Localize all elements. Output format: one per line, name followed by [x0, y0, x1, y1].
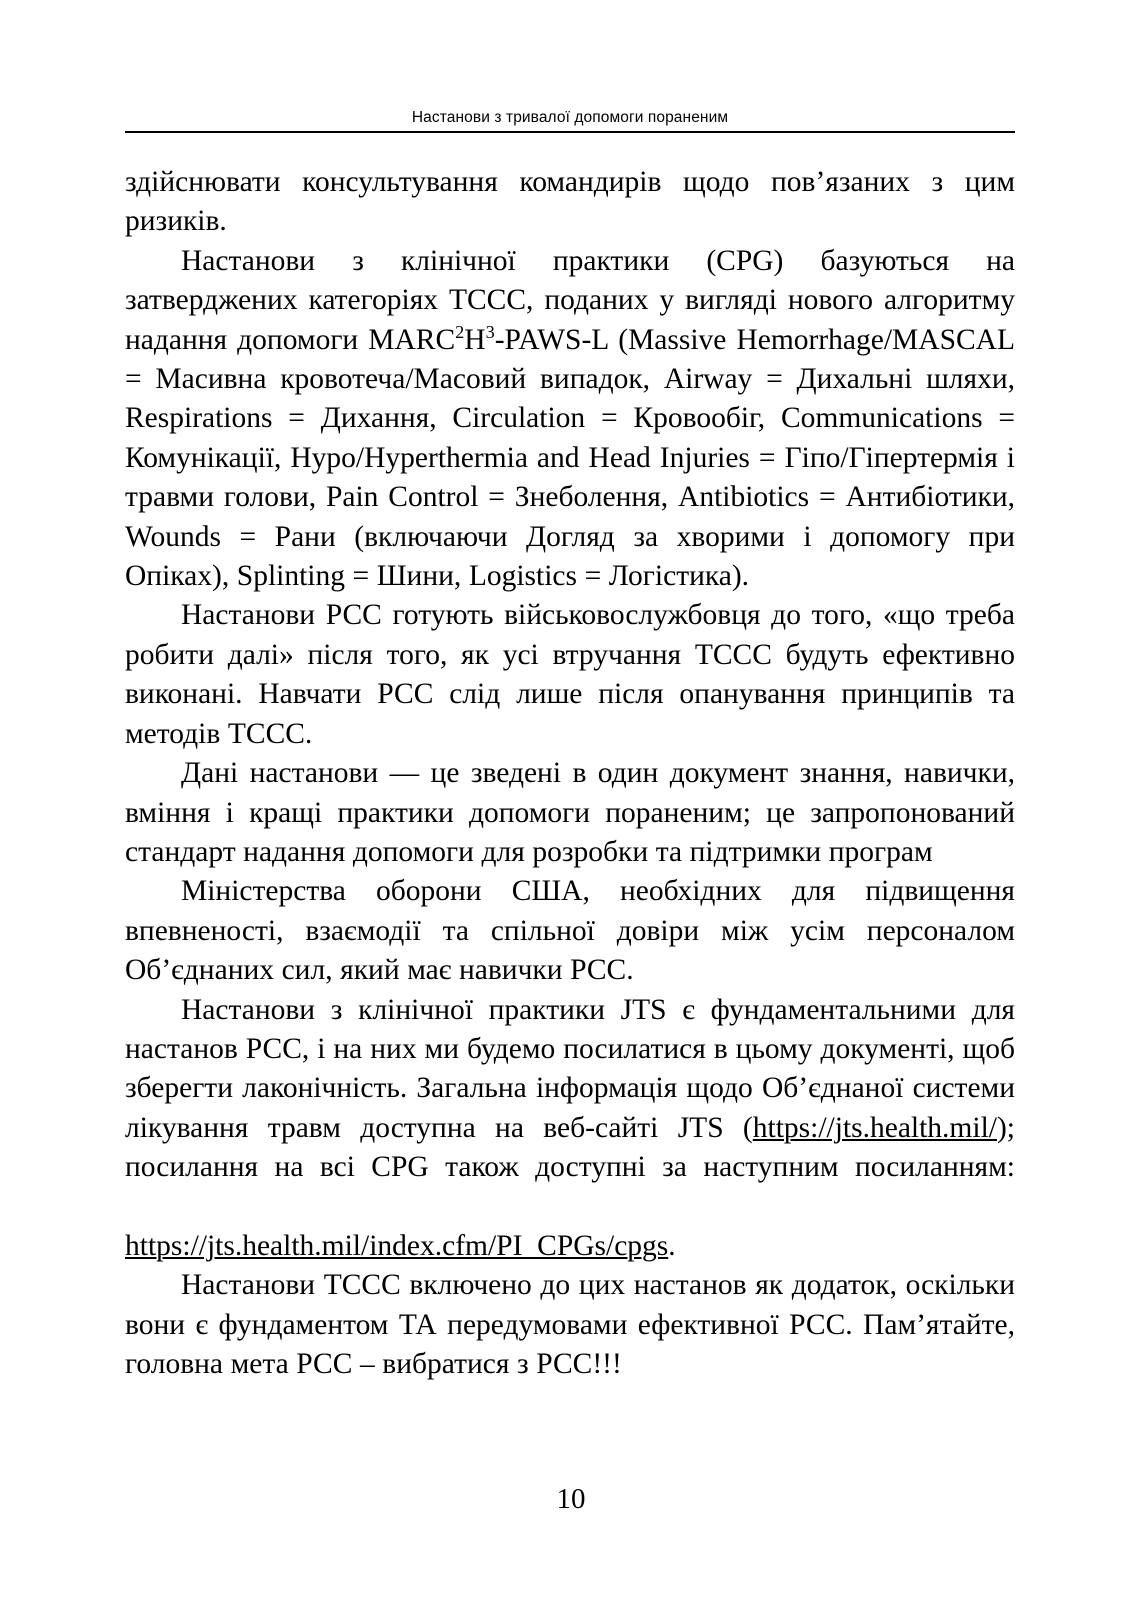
paragraph-continuation — [125, 163, 1015, 242]
paragraph-text: Настанови TCCC включено до цих настанов як додаток, оскільки вони є фундаментом ТА передумовами ефективної РСС. Пам’ятайте, головна мета РСС – вибратися з РСС!!! — [125, 1269, 1015, 1381]
paragraph-dod — [125, 872, 1015, 990]
superscript-two: 2 — [455, 321, 465, 342]
header-rule — [125, 131, 1015, 133]
paragraph-tccc-annex — [125, 1266, 1015, 1384]
paragraph-text-mid: H — [464, 323, 486, 356]
jts-website-link[interactable]: https://jts.health.mil/ — [752, 1111, 997, 1144]
jts-cpgs-link[interactable]: https://jts.health.mil/index.cfm/PI_CPGs/cpgs — [125, 1229, 669, 1262]
paragraph-text-tail: -PAWS-L (Massive Hemorrhage/MASCAL = Масивна кровотеча/Масовий випадок, Airway = Дихальні шляхи, Respirations = Дихання, Circulation = Кровообіг, Communications = Комунікації, Hypo/Hyperthermia and Head Injuries = Гіпо/Гіпертермія і травми голови, Pain Control = Знеболення, Antibiotics = Антибіотики, Wounds = Рани (включаючи Догляд за хворими і допомогу при Опіках), Splinting = Шини, Logistics = Логістика). — [125, 323, 1015, 593]
paragraph-pcc-prepares — [125, 596, 1015, 754]
paragraph-these-guidelines — [125, 754, 1015, 872]
paragraph-text: Дані настанови — це зведені в один документ знання, навички, вміння і кращі практики допомоги пораненим; це запропонований стандарт надання допомоги для розробки та підтримки програм — [125, 757, 1015, 868]
paragraph-text-mid: ); посилання на всі CPG також доступні за наступним посиланням: — [125, 1111, 1015, 1184]
superscript-three: 3 — [485, 321, 495, 342]
paragraph-text: Міністерства оборони США, необхідних для підвищення впевненості, взаємодії та спільної довіри між усім персоналом Об’єднаних сил, який має навички РСС. — [125, 875, 1015, 987]
paragraph-text: здійснювати консультування командирів щодо пов’язаних з цим ризиків. — [125, 166, 1015, 238]
paragraph-text: Настанови РСС готують військовослужбовця до того, «що треба робити далі» після того, як усі втручання TCCC будуть ефективно виконані. Навчати РСС слід лише після опанування принципів та методів TCCC. — [125, 599, 1015, 750]
paragraph-text-tail: . — [668, 1229, 676, 1262]
paragraph-jts-link-line — [125, 1227, 1015, 1266]
running-head — [125, 108, 1015, 133]
paragraph-jts — [125, 991, 1015, 1227]
page-number: 10 — [556, 1483, 586, 1515]
paragraph-cpg-marc — [125, 242, 1015, 597]
paragraph-text-lead: Настанови з клінічної практики JTS є фундаментальними для настанов РСС, і на них ми будемо посилатися в цьому документі, щоб зберегти лаконічність. Загальна інформація щодо Об’єднаної системи лікування травм доступна на веб-сайті JTS ( — [125, 993, 1015, 1144]
paragraph-text-lead: Настанови з клінічної практики (CPG) базуються на затверджених категоріях TCCC, поданих у вигляді нового алгоритму надання допомоги MARC — [125, 244, 1015, 356]
body-text — [125, 163, 1015, 1385]
running-head-title: Настанови з тривалої допомоги пораненим — [411, 109, 729, 126]
